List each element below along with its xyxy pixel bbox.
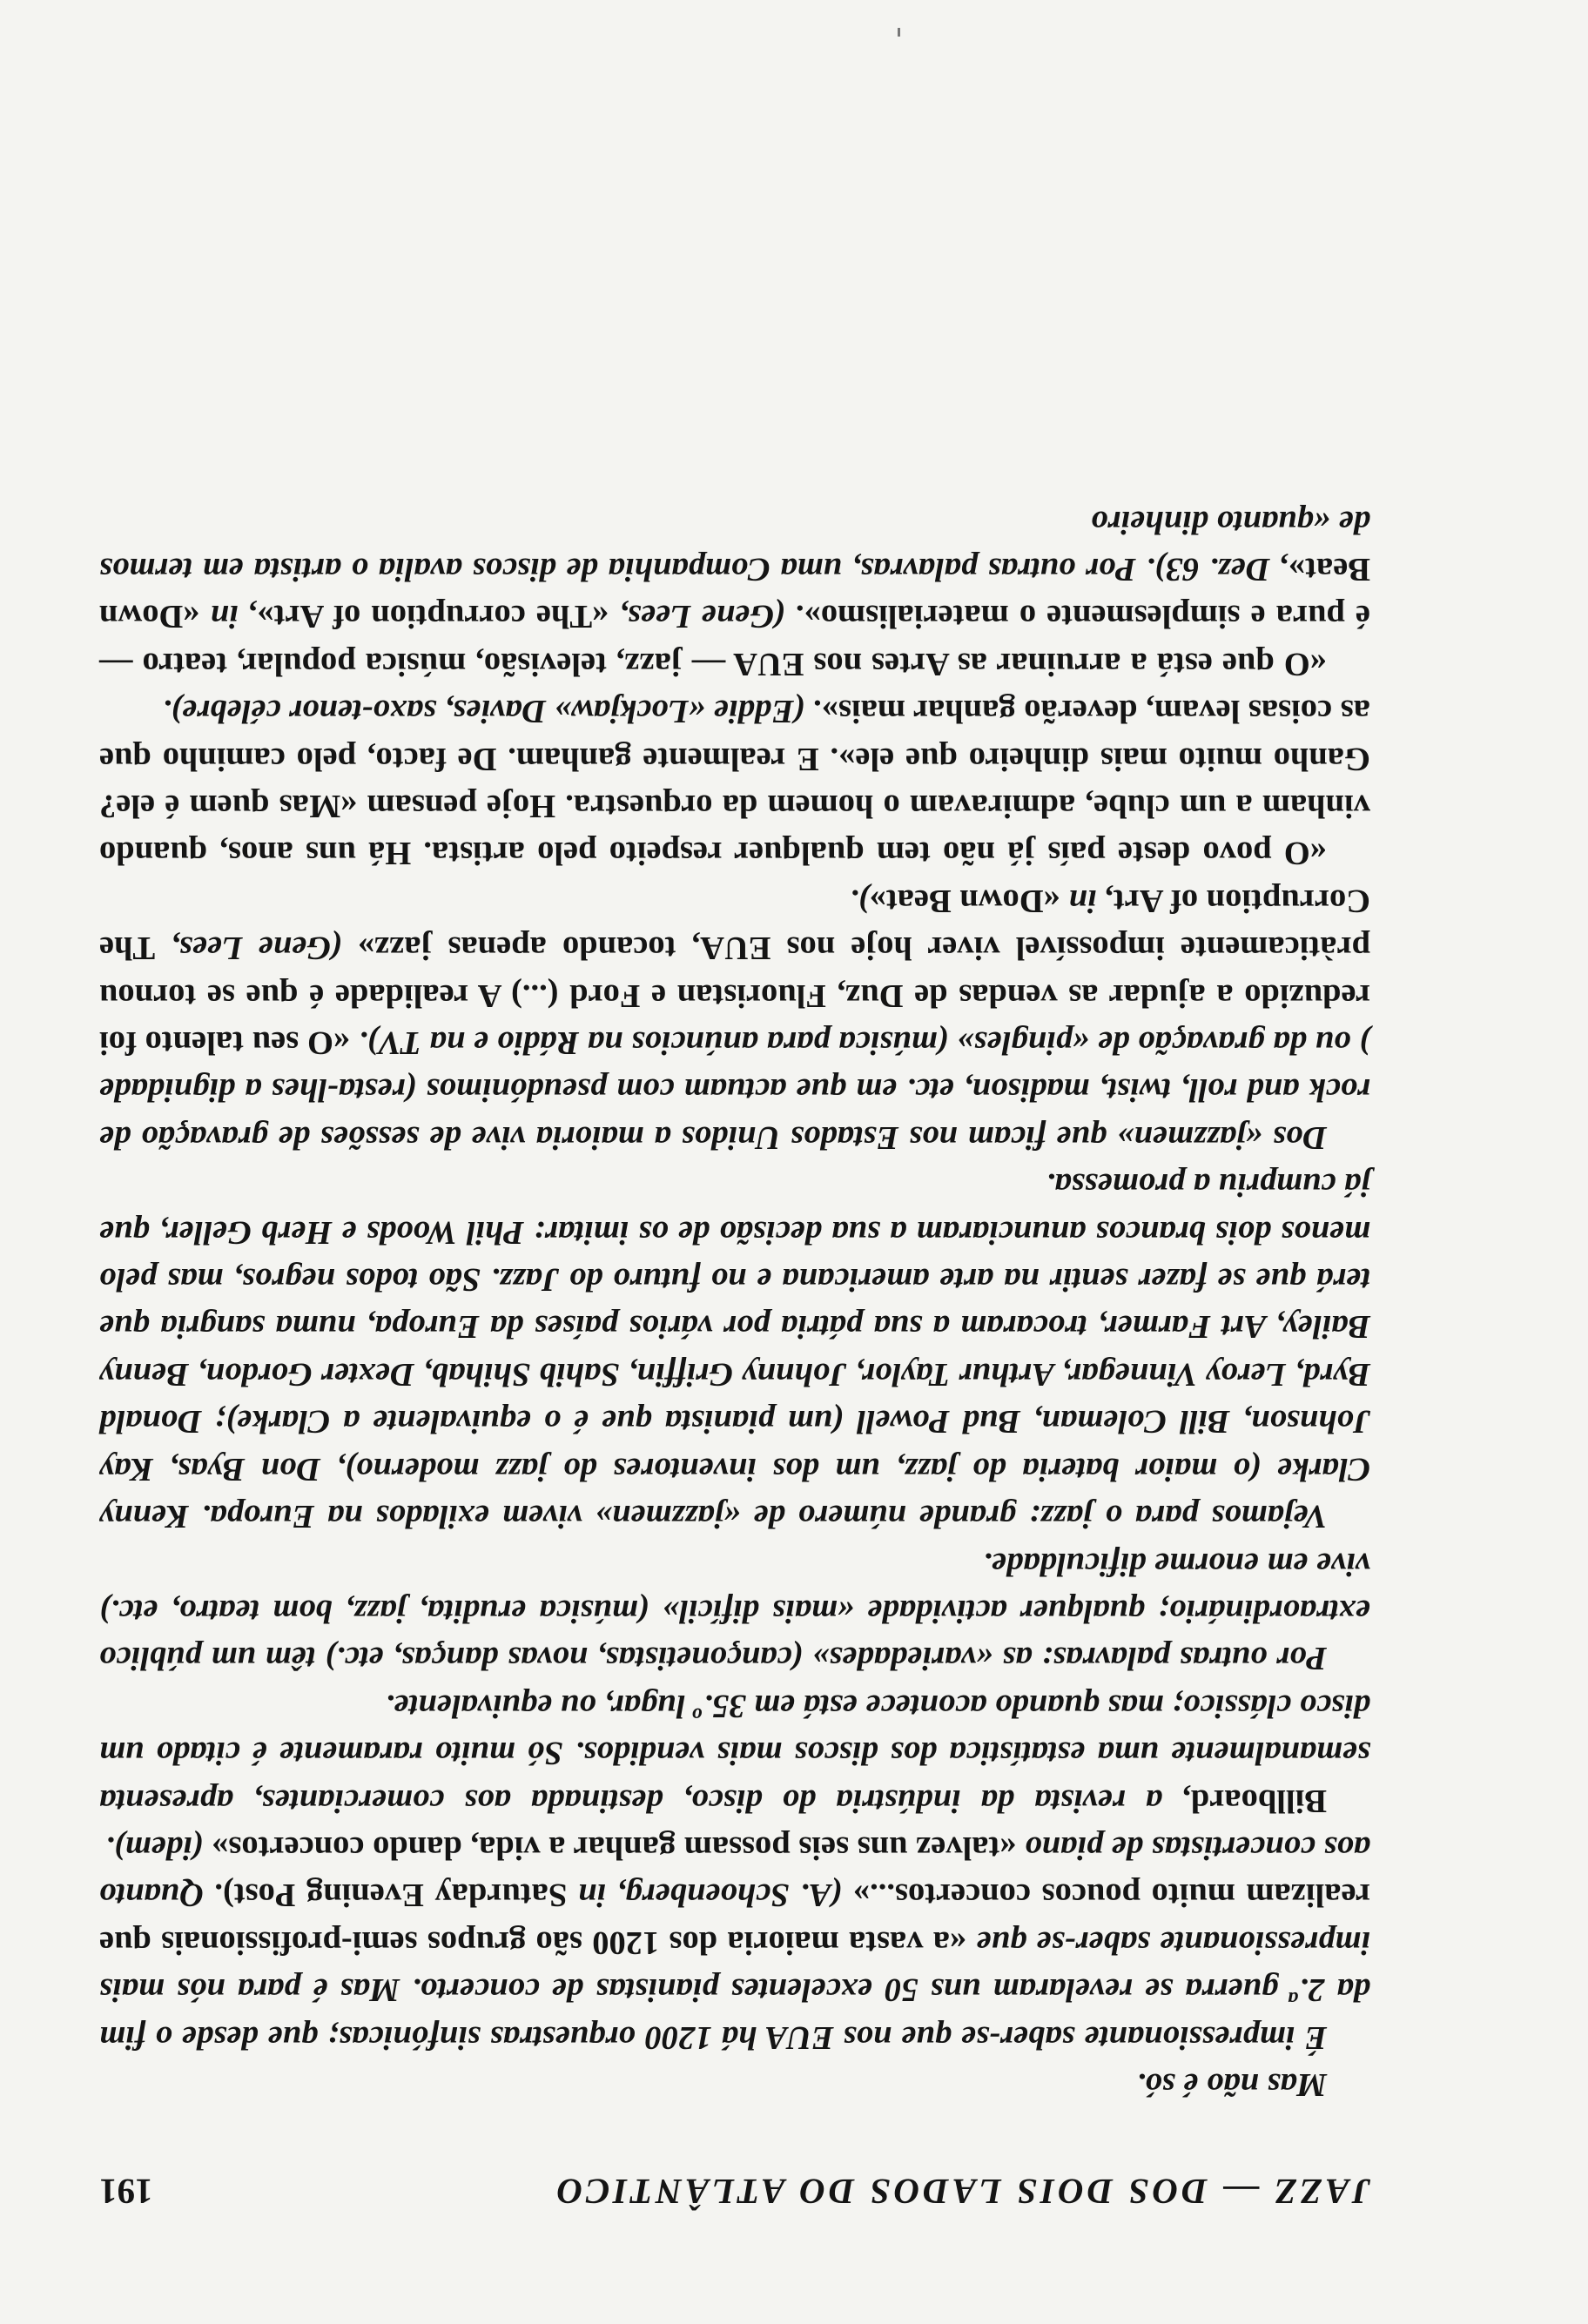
page-number: 191 [99, 2172, 153, 2212]
citation-run: (Gene Lees, [155, 930, 342, 967]
running-header [99, 2160, 1370, 2213]
text-run: Dos «jazzmen» que ficam nos Estados Unidos a maioria vive de sessões de gravação de rock and roll, twist, madison, etc. em que actuam com pseudónimos (resta-lhes a dignidade ) ou da gravação de «pingles» (música para anúncios na Rádio e na TV). [99, 1024, 1370, 1156]
text-run: Quanto aos concertistas de piano [98, 1829, 1370, 1914]
source-title: The Corruption of Art, [98, 882, 1370, 967]
source-title: «The corruption of Art», [238, 598, 609, 635]
paragraph: Por outras palavras: as «variedades» (cançonetistas, novas danças, etc.) têm um público extraordinário; qualquer actividade «mais difícil» (música erudita, jazz, bom teatro, etc.) vive em enorme dificuldade. [99, 1545, 1370, 1677]
paragraph [99, 498, 1370, 688]
source-title: «Down Beat» [869, 882, 1060, 919]
source-title: Billboard, [1162, 1782, 1327, 1819]
running-title: JAZZ — DOS DOIS LADOS DO ATLÂNTICO [553, 2172, 1370, 2212]
citation-run: (Gene Lees, [609, 598, 785, 635]
citation-run: in [1060, 882, 1097, 919]
text-run: É impressionante saber-se que nos EUA há 1200 orquestras sinfónicas; que desde o fim da 2.ª guerra se revelaram uns 50 excelentes pianistas de concerto. Mas é para nós mais impressionante saber-se que [99, 1924, 1370, 2056]
citation-run: (idem). [105, 1829, 204, 1866]
quote-run: «a vasta maioria dos 1200 são grupos semi-profissionais que realizam muito poucos concertos...» [99, 1877, 1370, 1961]
scan-mark [898, 28, 900, 37]
paragraph [99, 1824, 1370, 2061]
text-run: Dez. 63). Por outras palavras, uma Companhia de discos avalia o artista em termos de «quanto dinheiro [99, 503, 1370, 588]
source-title: Saturday Evening Post). [203, 1877, 568, 1914]
paragraph: Vejamos para o jazz: grande número de «jazzmen» vivem exilados na Europa. Kenny Clarke (o maior bateria do jazz, um dos inventores do jazz moderno), Don Byas, Kay Johnson, Bill Coleman, Bud Powell (um pianista que é o equivalente a Clarke); Donald Byrd, Leroy Vinnegar, Arthur Taylor, Johnny Griffin, Sahib Shihab, Dexter Gordon, Benny Bailey, Art Farmer, trocaram a sua pátria por vários países da Europa, numa sangria que terá que se fazer sentir na arte americana e no futuro do Jazz. São todos negros, mas pelo menos dois brancos anunciaram a sua decisão de os imitar: Phil Woods e Herb Geller, que já cumpriu a promessa. [99, 1166, 1370, 1535]
text-run: a revista da indústria do disco, destinada aos comerciantes, apresenta semanalmente uma estatística dos discos mais vendidos. Só muito raramente é citado um disco clássico; mas quando acontece está em 35.º lugar, ou equivalente. [99, 1687, 1370, 1819]
source-title: «Down Beat», [99, 551, 1370, 635]
quote-run: «talvez uns seis possam ganhar a vida, dando concertos» [203, 1829, 1017, 1866]
quote-run: «O que está a arruinar as Artes nos EUA — jazz, televisão, música popular, teatro — é pura e simplesmente o materialismo». [99, 598, 1370, 682]
citation-run: ). [850, 882, 870, 919]
paragraph: Mas não é só. [1136, 2066, 1327, 2103]
body-text [99, 498, 1370, 2108]
citation-run: in [199, 598, 239, 635]
citation-run: (Eddie «Lockjaw» Davies, saxo-tenor célebre). [162, 693, 805, 730]
paragraph [99, 877, 1370, 1160]
quote-run: «O povo deste país já não tem qualquer respeito pelo artista. Há uns anos, quando vinham a um clube, admiravam o homem da orquestra. Hoje pensam «Mas quem é ele? Ganho muito mais dinheiro que ele». E realmente ganham. De facto, pelo caminho que as coisas levam, deverão ganhar mais». [99, 693, 1370, 872]
paragraph [99, 1682, 1370, 1824]
quote-run: «O seu talento foi reduzido a ajudar as vendas de Duz, Fluoristan e Ford (...) A realidade é que se tornou pràticamente impossível viver hoje nos EUA, tocando apenas jazz» [99, 930, 1370, 1062]
paragraph [99, 688, 1370, 877]
citation-run: (A. Schoenberg, in [567, 1877, 843, 1914]
